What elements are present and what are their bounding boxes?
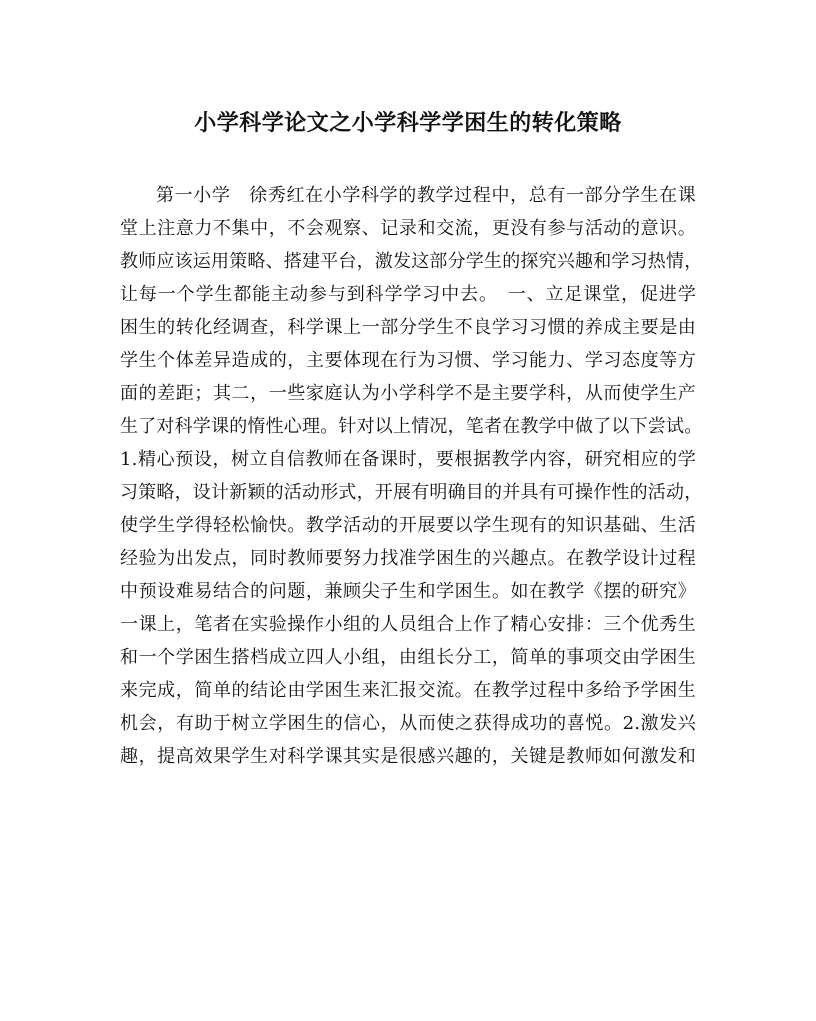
body-line: 和一个学困生搭档成立四人小组，由组长分工，简单的事项交由学困生 xyxy=(120,647,696,668)
body-line: 让每一个学生都能主动参与到科学学习中去。 一、立足课堂，促进学 xyxy=(120,284,696,305)
body-line: 经验为出发点，同时教师要努力找准学困生的兴趣点。在教学设计过程 xyxy=(120,548,696,569)
body-line: 第一小学 徐秀红在小学科学的教学过程中，总有一部分学生在课 xyxy=(156,185,696,206)
body-line: 一课上，笔者在实验操作小组的人员组合上作了精心安排：三个优秀生 xyxy=(120,614,696,635)
body-line: 堂上注意力不集中，不会观察、记录和交流，更没有参与活动的意识。 xyxy=(120,218,696,239)
body-line: 困生的转化经调查，科学课上一部分学生不良学习习惯的养成主要是由 xyxy=(120,317,696,338)
body-line: 面的差距；其二，一些家庭认为小学科学不是主要学科，从而使学生产 xyxy=(120,383,696,404)
body-line: 机会，有助于树立学困生的信心，从而使之获得成功的喜悦。2.激发兴 xyxy=(120,713,696,734)
body-line: 习策略，设计新颖的活动形式，开展有明确目的并具有可操作性的活动， xyxy=(120,482,703,503)
body-line: 1.精心预设，树立自信教师在备课时，要根据教学内容，研究相应的学 xyxy=(120,449,696,470)
body-line: 生了对科学课的惰性心理。针对以上情况，笔者在教学中做了以下尝试。 xyxy=(120,416,703,437)
body-line: 趣，提高效果学生对科学课其实是很感兴趣的，关键是教师如何激发和 xyxy=(120,746,696,767)
body-line: 教师应该运用策略、搭建平台，激发这部分学生的探究兴趣和学习热情， xyxy=(120,251,703,272)
body-line: 来完成，简单的结论由学困生来汇报交流。在教学过程中多给予学困生 xyxy=(120,680,696,701)
body-line: 学生个体差异造成的，主要体现在行为习惯、学习能力、学习态度等方 xyxy=(120,350,696,371)
body-line: 中预设难易结合的问题，兼顾尖子生和学困生。如在教学《摆的研究》 xyxy=(120,581,696,602)
body-line: 使学生学得轻松愉快。教学活动的开展要以学生现有的知识基础、生活 xyxy=(120,515,696,536)
document-body xyxy=(120,179,703,773)
document-title: 小学科学论文之小学科学学困生的转化策略 xyxy=(194,110,622,136)
